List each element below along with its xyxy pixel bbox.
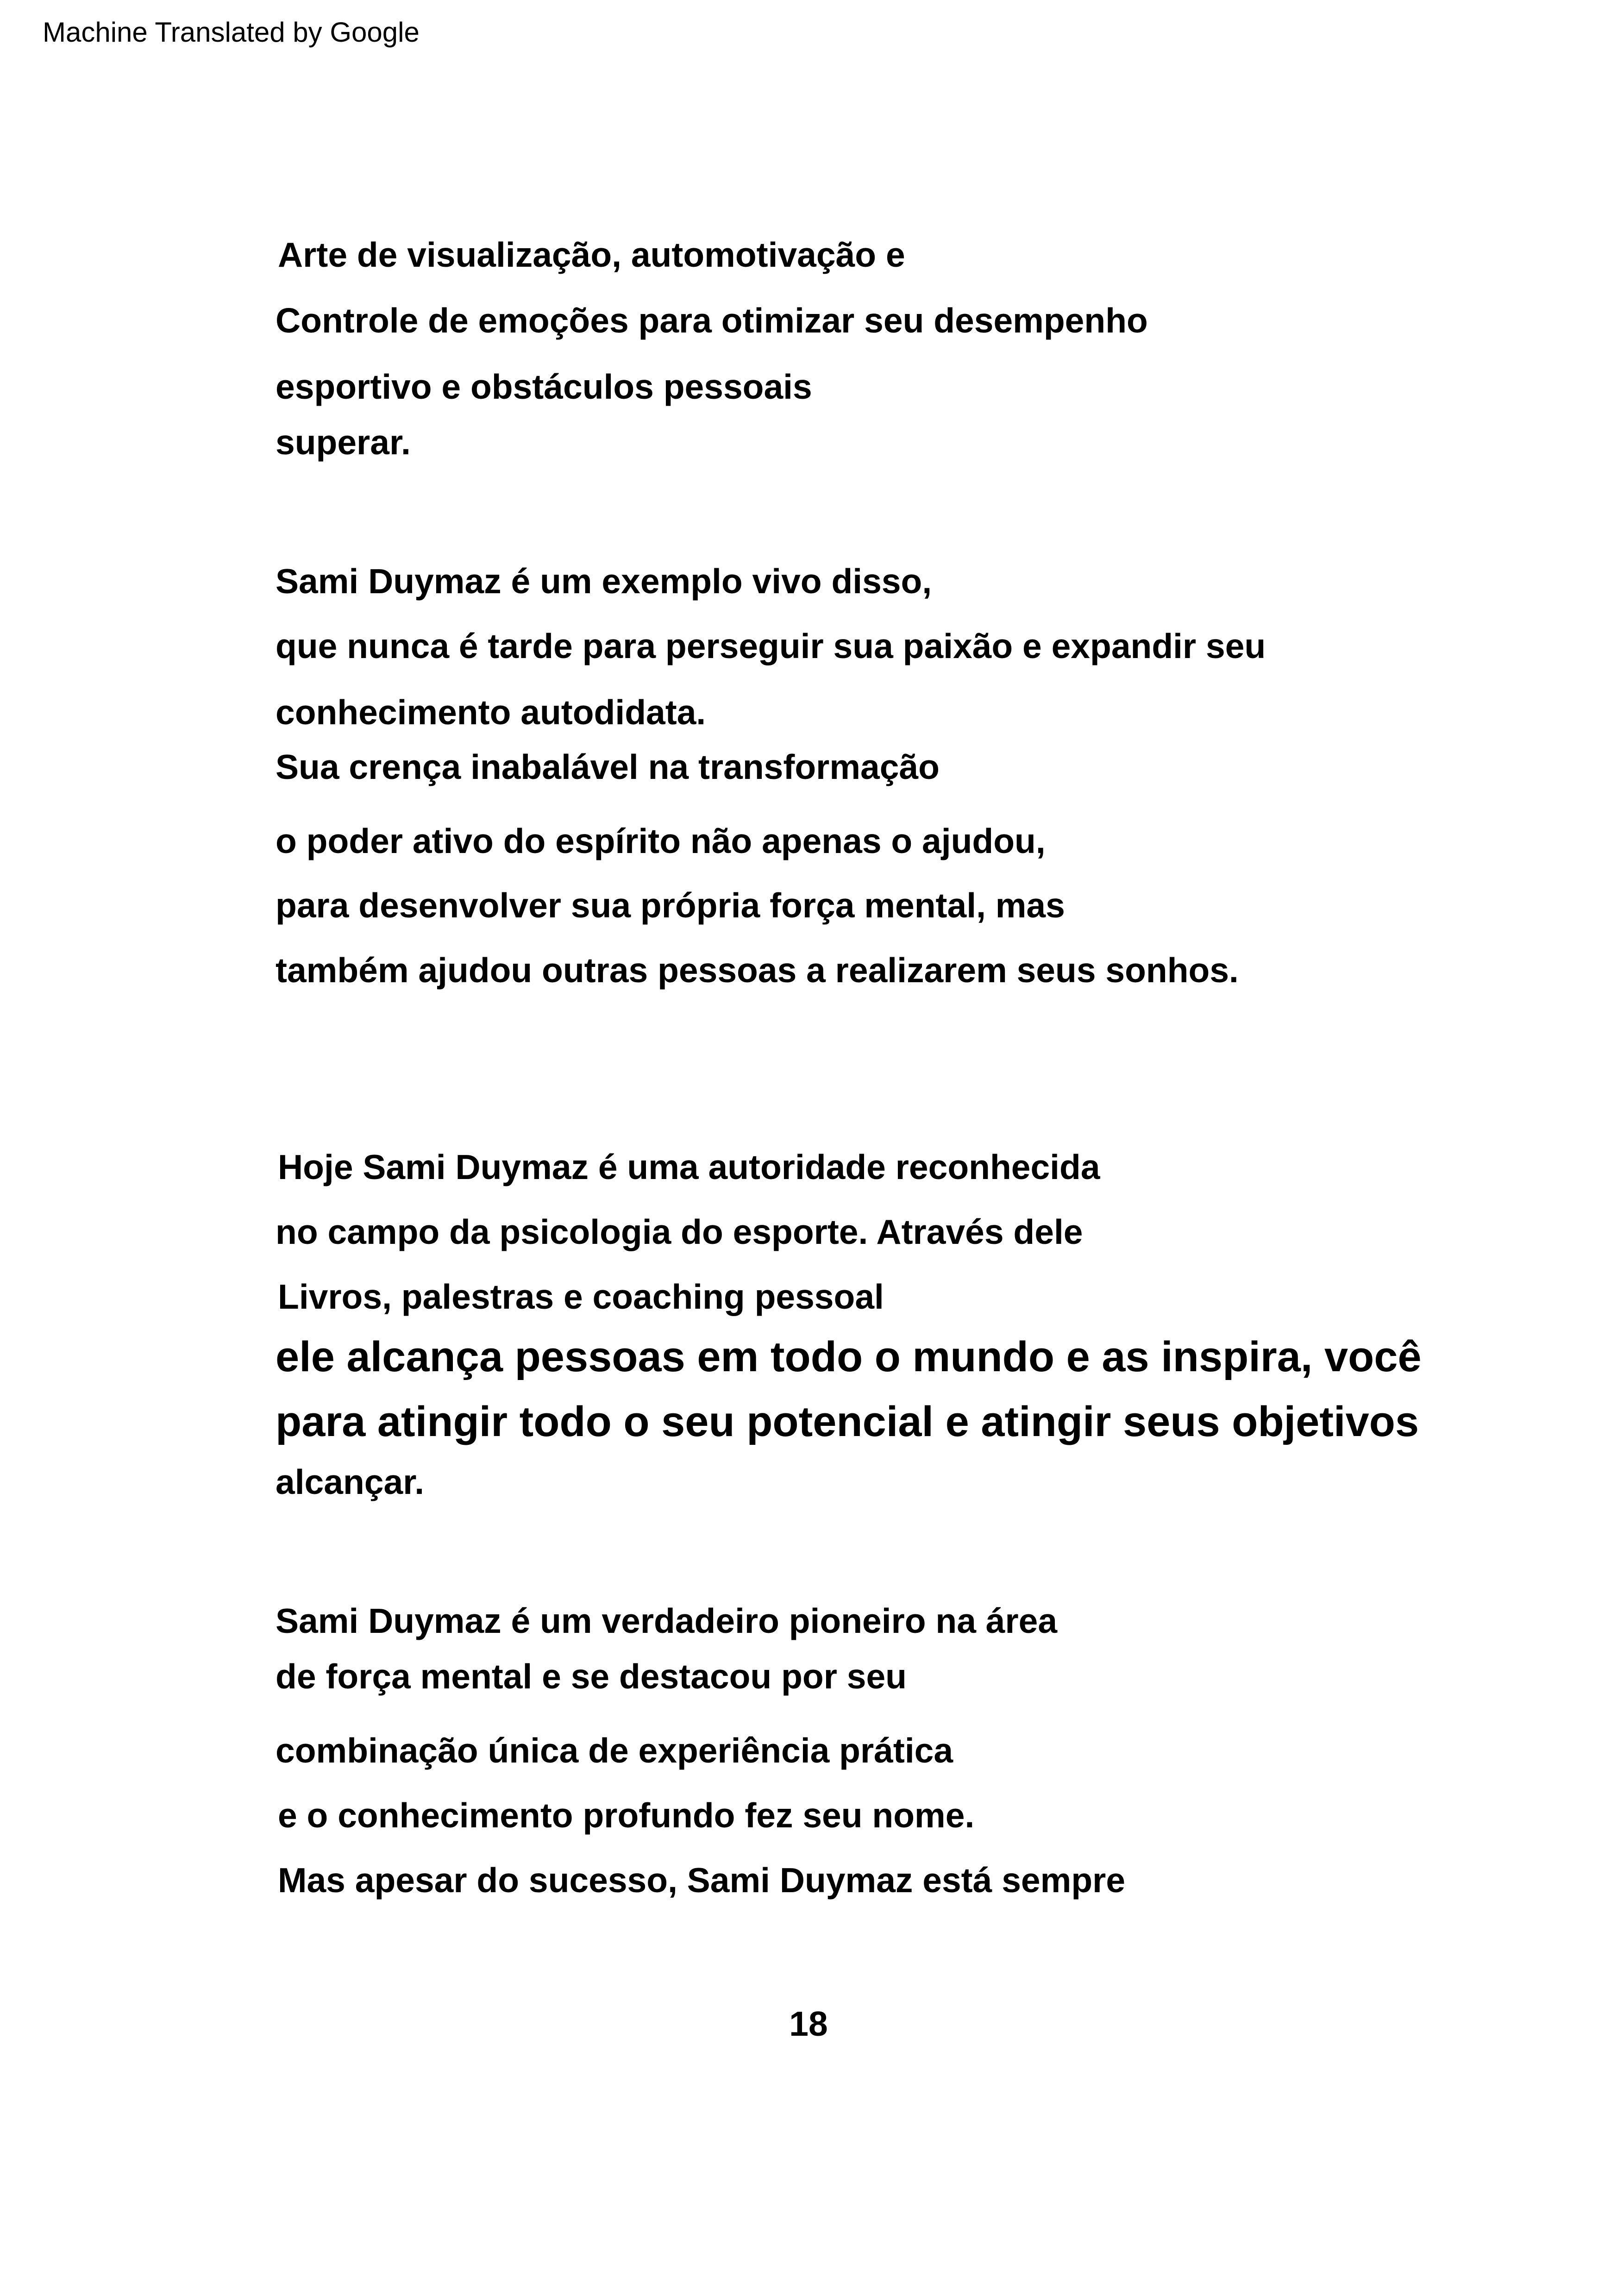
- paragraph-2-line-1: Sami Duymaz é um exemplo vivo disso,: [276, 562, 932, 601]
- paragraph-1-line-4: superar.: [276, 423, 411, 462]
- paragraph-4-line-4: e o conhecimento profundo fez seu nome.: [278, 1796, 975, 1835]
- paragraph-1-line-3: esportivo e obstáculos pessoais: [276, 367, 812, 406]
- paragraph-4-line-2: de força mental e se destacou por seu: [276, 1657, 907, 1696]
- paragraph-4-line-3: combinação única de experiência prática: [276, 1731, 953, 1770]
- paragraph-4-line-5: Mas apesar do sucesso, Sami Duymaz está sempre: [278, 1861, 1126, 1900]
- paragraph-3-line-6: alcançar.: [276, 1462, 425, 1501]
- paragraph-3-line-2: no campo da psicologia do esporte. Através dele: [276, 1212, 1083, 1251]
- paragraph-4-line-1: Sami Duymaz é um verdadeiro pioneiro na área: [276, 1601, 1058, 1640]
- paragraph-1-line-2: Controle de emoções para otimizar seu desempenho: [276, 301, 1148, 340]
- paragraph-2-line-4: Sua crença inabalável na transformação: [276, 747, 940, 786]
- paragraph-3-line-3: Livros, palestras e coaching pessoal: [278, 1277, 884, 1316]
- paragraph-3-line-1: Hoje Sami Duymaz é uma autoridade reconhecida: [278, 1148, 1100, 1186]
- paragraph-1-line-1: Arte de visualização, automotivação e: [278, 235, 905, 274]
- paragraph-2-line-5: o poder ativo do espírito não apenas o ajudou,: [276, 822, 1046, 860]
- page-number: 18: [789, 2004, 828, 2043]
- paragraph-2-line-2: que nunca é tarde para perseguir sua paixão e expandir seu: [276, 627, 1266, 665]
- paragraph-2-line-6: para desenvolver sua própria força mental, mas: [276, 886, 1065, 925]
- paragraph-3-line-5: para atingir todo o seu potencial e atingir seus objetivos: [276, 1398, 1419, 1445]
- paragraph-2-line-7: também ajudou outras pessoas a realizarem seus sonhos.: [276, 951, 1239, 990]
- paragraph-3-line-4: ele alcança pessoas em todo o mundo e as inspira, você: [276, 1333, 1422, 1380]
- paragraph-2-line-3: conhecimento autodidata.: [276, 693, 706, 732]
- machine-translation-watermark: Machine Translated by Google: [43, 17, 420, 48]
